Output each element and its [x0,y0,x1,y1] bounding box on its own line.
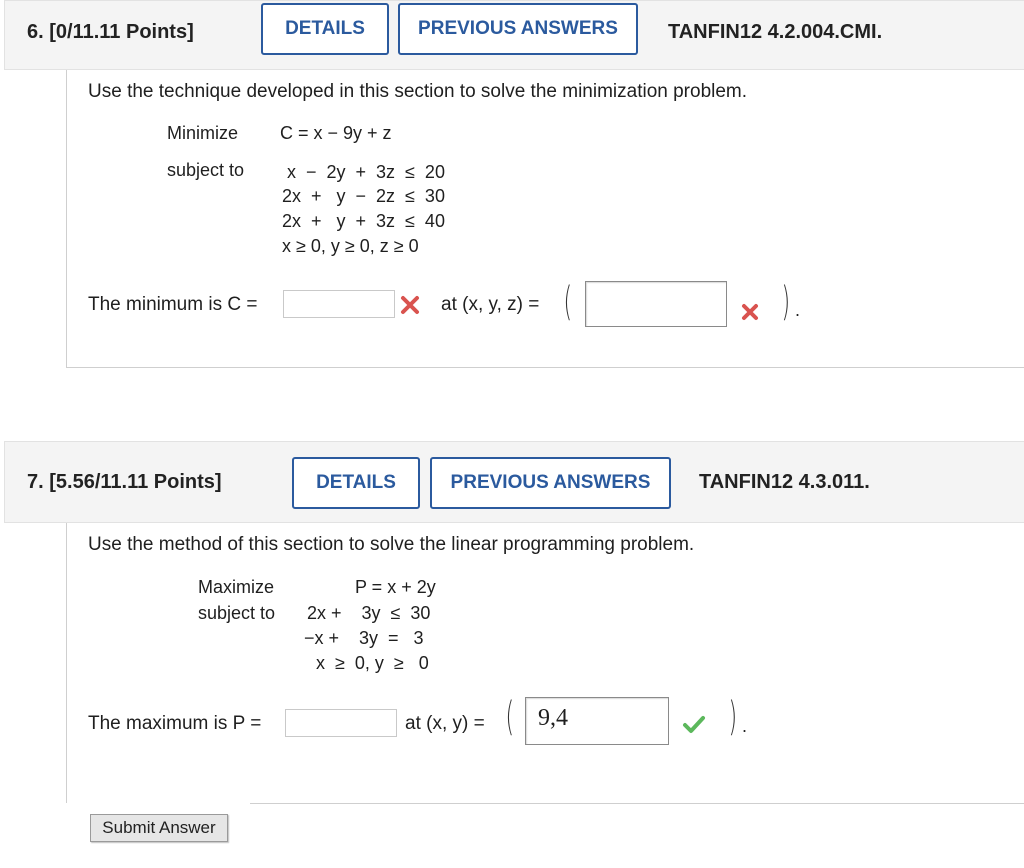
q7-prompt: Use the method of this section to solve the linear programming problem. [88,534,695,555]
q7-title: 7. [5.56/11.11 Points] [27,471,222,493]
q7-body [66,523,1024,803]
q6-constraint-3: 2x + y + 3z ≤ 40 [282,211,445,231]
q7-maximize-label: Maximize [198,577,275,597]
q7-constraint-2: −x + 3y = 3 [304,628,424,648]
q7-constraint-1: 2x + 3y ≤ 30 [307,603,431,623]
q7-problem-code: TANFIN12 4.3.011. [699,471,870,493]
q6-previous-answers-button[interactable]: PREVIOUS ANSWERS [398,3,638,55]
q7-point-input[interactable]: 9,4 [525,697,669,745]
q7-header [4,441,1024,523]
q7-subject-label: subject to [198,603,276,623]
q6-body [66,70,1024,368]
q6-prompt: Use the technique developed in this section to solve the minimization problem. [88,81,748,102]
q7-period: . [742,716,748,736]
q6-open-paren: ( [563,279,573,325]
q7-point-correct-icon [682,714,706,739]
q7-details-button[interactable]: DETAILS [292,457,420,509]
footer-divider [250,803,1024,804]
q6-details-button[interactable]: DETAILS [261,3,389,55]
q6-period: . [795,300,801,320]
q6-header [4,0,1024,70]
q6-point-input[interactable] [585,281,727,327]
q6-subject-label: subject to [167,160,245,180]
q6-min-value-input[interactable] [283,290,395,318]
q6-point-incorrect-icon [740,302,760,327]
q6-constraint-2: 2x + y − 2z ≤ 30 [282,186,445,206]
q6-objective: C = x − 9y + z [280,123,392,143]
q7-nonnegativity: x ≥ 0, y ≥ 0 [311,653,429,673]
q6-minimize-label: Minimize [167,123,239,143]
q7-at-label: at (x, y) = [405,713,485,734]
q7-objective: P = x + 2y [355,577,436,597]
q6-nonnegativity: x ≥ 0, y ≥ 0, z ≥ 0 [282,236,419,256]
q6-problem-code: TANFIN12 4.2.004.CMI. [668,21,883,43]
q6-min-incorrect-icon [399,294,421,321]
q6-at-label: at (x, y, z) = [441,294,540,315]
q7-max-value-input[interactable] [285,709,397,737]
q6-title: 6. [0/11.11 Points] [27,21,194,43]
q6-answer-label: The minimum is C = [88,294,258,315]
q7-open-paren: ( [505,694,515,740]
q7-close-paren: ) [728,694,738,740]
submit-answer-button[interactable]: Submit Answer [90,814,228,842]
q6-close-paren: ) [781,279,791,325]
q7-previous-answers-button[interactable]: PREVIOUS ANSWERS [430,457,671,509]
q7-answer-label: The maximum is P = [88,713,262,734]
q6-constraint-1: x − 2y + 3z ≤ 20 [282,162,445,182]
